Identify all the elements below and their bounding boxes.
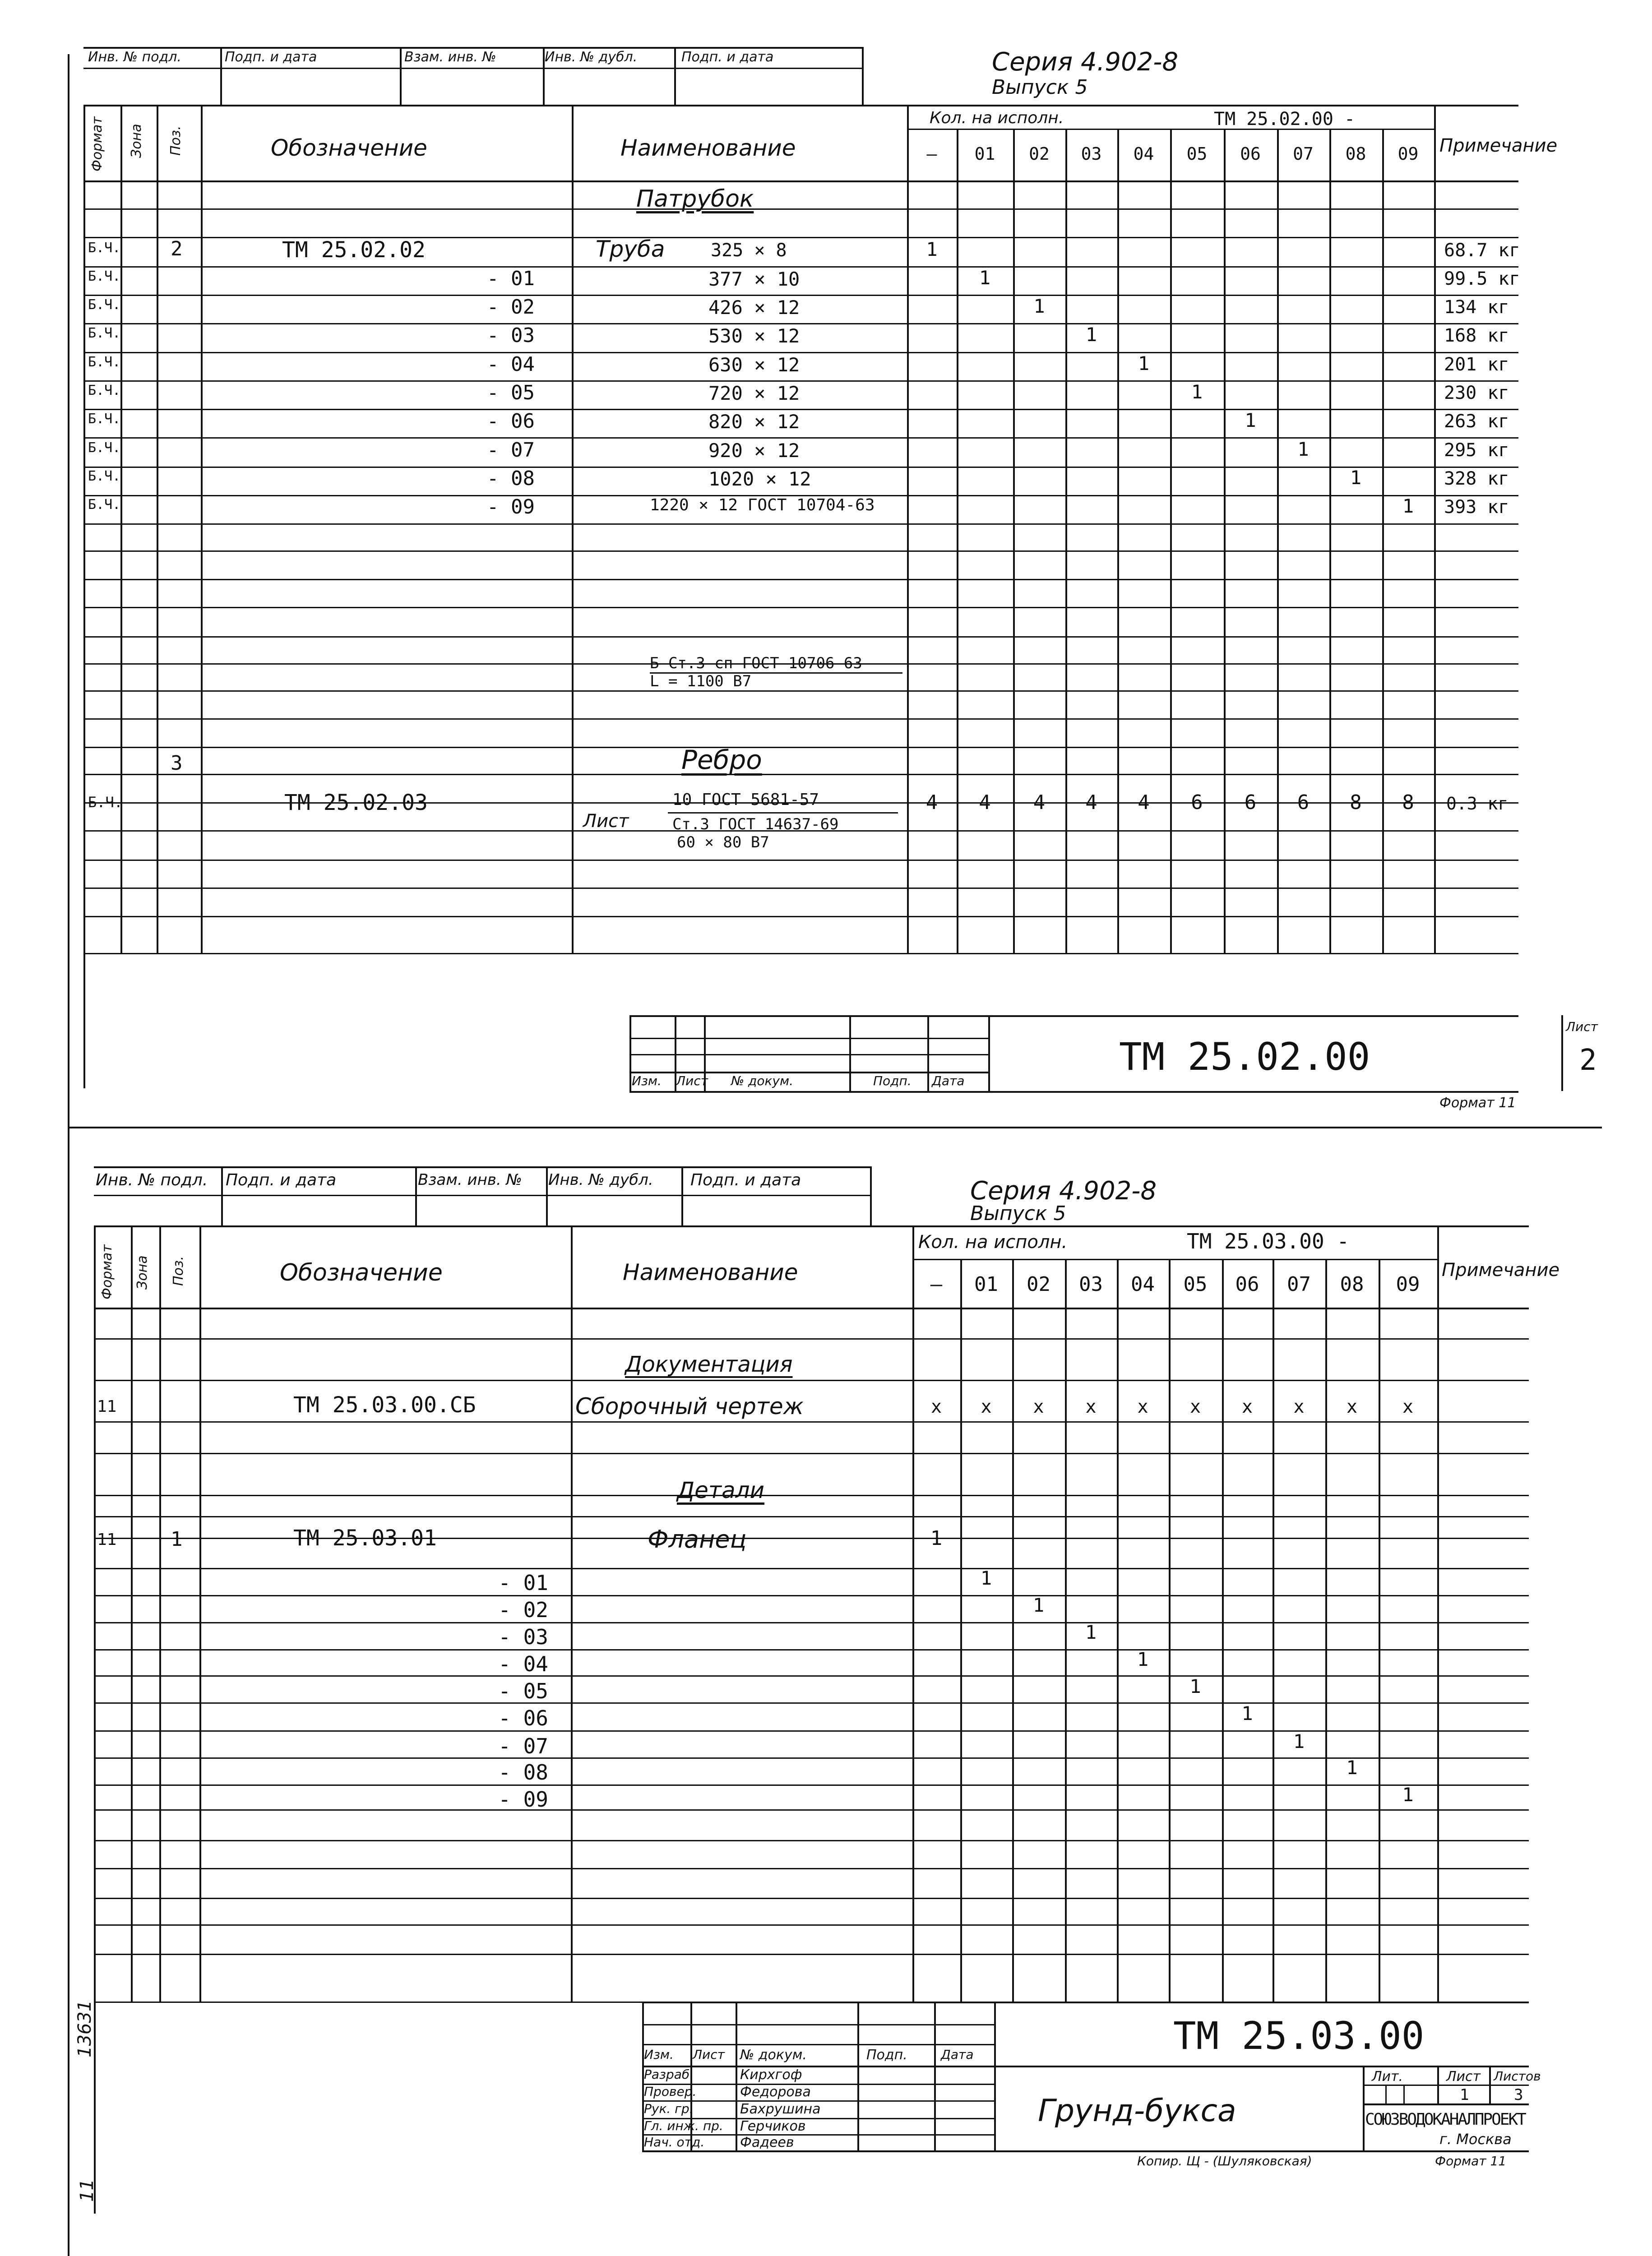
flange-variant: - 01	[498, 1571, 548, 1595]
qty-col-header: 01	[974, 1273, 998, 1296]
head2-pos: Поз.	[171, 1256, 186, 1286]
head-note: Примечание	[1439, 135, 1558, 156]
flange-name: Фланец	[648, 1525, 747, 1553]
row-line	[83, 550, 1518, 552]
row-line	[83, 352, 1518, 353]
head-qty-caption: Кол. на исполн.	[930, 109, 1064, 127]
stamp2-doc: № докум.	[740, 2047, 807, 2063]
row-name: 1020 × 12	[708, 468, 811, 490]
qty-col-header: 08	[1340, 1273, 1364, 1296]
rib-qty: 8	[1402, 791, 1414, 814]
section-documentation: Документация	[625, 1352, 793, 1377]
material-line-2: L = 1100 В7	[650, 672, 752, 690]
issue2-label: Выпуск 5	[970, 1202, 1066, 1225]
stamp-role: Разраб.	[644, 2067, 694, 2082]
qty-col-header: 05	[1183, 1273, 1208, 1296]
top-label-inv-podl: Инв. № подл.	[88, 49, 181, 65]
qty-col-header: —	[930, 1273, 943, 1296]
rib-qty: 6	[1191, 791, 1203, 814]
qty-col-header: 09	[1396, 1273, 1420, 1296]
doc-mark: x	[1085, 1396, 1097, 1417]
row-line	[83, 774, 1518, 775]
row-line	[83, 747, 1518, 748]
row-line	[94, 1784, 1529, 1786]
row-designation: - 04	[487, 353, 535, 376]
doc-mark: x	[1402, 1396, 1414, 1417]
row-designation: - 03	[487, 324, 535, 347]
row-line	[94, 1649, 1529, 1650]
stamp2-izm: Изм.	[644, 2047, 674, 2062]
qty-mark: 1	[1297, 438, 1309, 460]
row-line	[83, 409, 1518, 410]
row-line	[94, 1622, 1529, 1623]
row-line	[94, 1730, 1529, 1732]
rib-qty: 4	[925, 791, 938, 814]
head2-format: Формат	[99, 1244, 115, 1299]
qty-col-header: 09	[1397, 144, 1419, 164]
rib-line-2: Ст.3 ГОСТ 14637-69	[672, 815, 839, 833]
row-line	[94, 1809, 1529, 1811]
head2-zone: Зона	[134, 1255, 150, 1290]
stamp1-izm: Изм.	[632, 1073, 662, 1088]
head-designation: Обозначение	[271, 135, 427, 161]
row-line	[83, 208, 1518, 210]
flange-variant: - 04	[498, 1652, 548, 1676]
flange-variant: - 05	[498, 1679, 548, 1703]
qty-mark: 1	[979, 267, 991, 289]
stamp2-copy: Копир. Щ - (Шуляковская)	[1137, 2154, 1312, 2168]
qty-mark: 1	[1241, 1702, 1253, 1724]
rib-pos: 3	[171, 752, 183, 775]
qty-mark: 1	[1350, 467, 1362, 489]
head-name: Наименование	[620, 135, 796, 161]
row-line	[83, 888, 1518, 889]
row-name: 920 × 12	[708, 439, 800, 462]
row-name: 1220 × 12 ГОСТ 10704-63	[650, 496, 875, 514]
qty-mark: 1	[980, 1567, 992, 1589]
row-line	[94, 1675, 1529, 1677]
top2-label-podp-data-2: Подп. и дата	[690, 1171, 801, 1189]
rib-line-3: 60 × 80 В7	[677, 833, 769, 851]
stamp1-podp: Подп.	[873, 1073, 912, 1088]
row-name: 820 × 12	[708, 411, 800, 433]
rib-qty: 6	[1244, 791, 1257, 814]
row-name-label: Труба	[596, 236, 665, 262]
row-format: Б.Ч.	[88, 440, 121, 456]
stamp2-list: Лист	[693, 2047, 725, 2062]
row-designation: - 06	[487, 410, 535, 433]
flange-pos: 1	[171, 1528, 183, 1551]
row-line	[83, 523, 1518, 525]
qty-col-header: 02	[1029, 144, 1050, 164]
qty-col-header: —	[926, 144, 937, 164]
qty-col-header: 05	[1186, 144, 1208, 164]
rib-format: Б.Ч.	[88, 794, 123, 811]
stamp2-code: ТМ 25.03.00	[1173, 2014, 1425, 2058]
stamp1-code: ТМ 25.02.00	[1119, 1035, 1370, 1079]
section-title-patrubok: Патрубок	[636, 185, 754, 213]
head2-note: Примечание	[1442, 1260, 1560, 1281]
row-line	[83, 636, 1518, 638]
head2-qty-code: ТМ 25.03.00 -	[1187, 1229, 1350, 1253]
row-line	[94, 1954, 1529, 1955]
stamp-name: Кирхгоф	[740, 2067, 802, 2083]
row-note: 168 кг	[1444, 325, 1509, 346]
head2-designation: Обозначение	[280, 1259, 443, 1286]
head-format: Формат	[89, 116, 105, 171]
qty-col-header: 08	[1345, 144, 1366, 164]
row-name: 720 × 12	[708, 382, 800, 404]
row-line	[83, 323, 1518, 324]
row-line	[83, 718, 1518, 720]
qty-mark: 1	[1245, 409, 1256, 431]
stamp2-podp: Подп.	[866, 2047, 907, 2063]
row-designation: - 02	[487, 296, 535, 319]
row-line	[94, 1868, 1529, 1869]
row-name: 630 × 12	[708, 354, 800, 376]
row-line	[94, 1495, 1529, 1496]
qty-mark: 1	[1191, 381, 1203, 403]
stamp2-sheets-label: Листов	[1494, 2069, 1541, 2084]
qty-mark: 1	[1293, 1730, 1305, 1752]
rib-designation: ТМ 25.02.03	[284, 790, 428, 815]
row-designation: - 07	[487, 439, 535, 462]
row-line	[94, 1380, 1529, 1381]
row-format: Б.Ч.	[88, 297, 121, 313]
stamp1-list: Лист	[676, 1073, 708, 1088]
stamp1-format: Формат 11	[1439, 1095, 1516, 1111]
flange-variant: - 07	[498, 1734, 548, 1758]
stamp2-org: СОЮЗВОДОКАНАЛПРОЕКТ	[1365, 2110, 1525, 2129]
head-zone: Зона	[129, 124, 144, 158]
top2-label-inv-podl: Инв. № подл.	[96, 1171, 208, 1189]
doc-mark: x	[1346, 1396, 1358, 1417]
flange-variant: - 02	[498, 1598, 548, 1622]
qty-mark: 1	[1138, 352, 1150, 374]
issue-label: Выпуск 5	[992, 76, 1088, 99]
row-line	[83, 953, 1518, 954]
row-pos: 2	[171, 237, 183, 260]
row-line	[94, 1702, 1529, 1704]
top-label-podp-data: Подп. и дата	[225, 49, 317, 65]
rib-name-label: Лист	[583, 811, 629, 832]
rib-qty: 4	[1033, 791, 1046, 814]
top-label-inv-dubl: Инв. № дубл.	[545, 49, 638, 65]
row-name: 426 × 12	[708, 296, 800, 319]
section-details: Детали	[677, 1477, 765, 1503]
rib-qty: 4	[1138, 791, 1150, 814]
rib-qty: 6	[1297, 791, 1310, 814]
row-line	[94, 1757, 1529, 1759]
row-designation: - 08	[487, 467, 535, 490]
qty-col-header: 04	[1133, 144, 1154, 164]
stamp1-sheet-no: 2	[1579, 1044, 1597, 1077]
qty-mark: 1	[1085, 324, 1097, 346]
qty-col-header: 06	[1240, 144, 1261, 164]
qty-mark: 1	[1346, 1757, 1358, 1779]
series-label: Серия 4.902-8	[992, 47, 1179, 77]
qty-col-header: 07	[1287, 1273, 1311, 1296]
row-line	[94, 1453, 1529, 1454]
qty-mark: 1	[1137, 1648, 1149, 1670]
stamp-role: Провер.	[644, 2084, 697, 2099]
row-line	[83, 860, 1518, 861]
qty-mark: 1	[1402, 1784, 1414, 1806]
row-format: Б.Ч.	[88, 411, 121, 427]
doc-mark: x	[981, 1396, 992, 1417]
row-line	[83, 380, 1518, 382]
stamp2-lit-label: Лит.	[1372, 2069, 1403, 2085]
doc-row-name: Сборочный чертеж	[575, 1393, 804, 1419]
row-line	[94, 1840, 1529, 1841]
stamp2-sheets-no: 3	[1514, 2086, 1523, 2104]
row-name: 377 × 10	[708, 268, 800, 290]
qty-mark: 1	[1085, 1621, 1097, 1643]
flange-format: 11	[97, 1530, 117, 1549]
row-note: 393 кг	[1444, 497, 1509, 518]
stamp1-data: Дата	[932, 1073, 965, 1088]
stamp2-sheet-label: Лист	[1446, 2069, 1481, 2085]
stamp-name: Федорова	[740, 2084, 811, 2100]
row-line	[94, 1338, 1529, 1340]
side-mark: 11	[77, 2179, 97, 2202]
top-label-podp-data-2: Подп. и дата	[681, 49, 774, 65]
row-line	[94, 1421, 1529, 1423]
stamp2-format: Формат 11	[1435, 2154, 1507, 2168]
row-line	[83, 607, 1518, 608]
row-note: 295 кг	[1444, 440, 1509, 461]
row-line	[94, 1568, 1529, 1569]
series2-label: Серия 4.902-8	[970, 1176, 1157, 1206]
row-line	[94, 1898, 1529, 1899]
top2-label-inv-dubl: Инв. № дубл.	[548, 1171, 653, 1189]
stamp-name: Фадеев	[740, 2135, 794, 2150]
doc-mark: x	[1189, 1396, 1201, 1417]
stamp1-sheet-label: Лист	[1566, 1019, 1598, 1034]
row-note: 68.7 кг	[1444, 240, 1520, 261]
side-number: 13631	[74, 2000, 95, 2057]
row-note: 263 кг	[1444, 411, 1509, 432]
rib-qty: 4	[979, 791, 991, 814]
doc-mark: x	[930, 1396, 942, 1417]
flange-designation: ТМ 25.03.01	[293, 1526, 437, 1551]
row-designation: - 09	[487, 495, 535, 518]
stamp-name: Герчиков	[740, 2118, 806, 2134]
row-line	[94, 1308, 1529, 1309]
stamp-role: Рук. гр.	[644, 2101, 694, 2116]
row-name: 325 × 8	[711, 240, 787, 261]
stamp2-title: Грунд-букса	[1038, 2093, 1236, 2129]
row-designation: - 01	[487, 267, 535, 290]
doc-mark: x	[1293, 1396, 1305, 1417]
qty-col-header: 03	[1079, 1273, 1103, 1296]
qty-col-header: 07	[1293, 144, 1314, 164]
stamp-role: Нач. отд.	[644, 2135, 705, 2150]
row-format: Б.Ч.	[88, 325, 121, 341]
row-line	[83, 579, 1518, 580]
row-line	[83, 295, 1518, 296]
stamp2-data: Дата	[941, 2047, 974, 2062]
row-format: Б.Ч.	[88, 354, 121, 370]
section-title-rib: Ребро	[681, 744, 762, 775]
row-designation: - 05	[487, 381, 535, 404]
row-format: Б.Ч.	[88, 240, 121, 256]
doc-mark: x	[1137, 1396, 1148, 1417]
doc-row-format: 11	[97, 1397, 117, 1416]
doc-row-designation: ТМ 25.03.00.СБ	[293, 1392, 476, 1418]
row-format: Б.Ч.	[88, 468, 121, 484]
top-label-vzam-inv: Взам. инв. №	[404, 49, 496, 65]
row-format: Б.Ч.	[88, 268, 121, 284]
qty-mark: 1	[1402, 495, 1414, 517]
stamp2-sheet-no: 1	[1460, 2086, 1469, 2104]
stamp-role: Гл. инж. пр.	[644, 2118, 723, 2133]
head2-qty-caption: Кол. на исполн.	[918, 1232, 1068, 1253]
qty-mark: 1	[1032, 1594, 1045, 1616]
flange-qty: 1	[930, 1527, 943, 1550]
row-line	[94, 1924, 1529, 1926]
row-line	[94, 1516, 1529, 1517]
head-qty-code: ТМ 25.02.00 -	[1214, 109, 1356, 129]
doc-mark: x	[1033, 1396, 1044, 1417]
qty-col-header: 01	[974, 144, 995, 164]
row-designation: ТМ 25.02.02	[282, 237, 426, 263]
qty-col-header: 04	[1131, 1273, 1155, 1296]
row-line	[94, 1595, 1529, 1596]
row-line	[83, 690, 1518, 692]
row-line	[83, 180, 1518, 182]
qty-col-header: 03	[1081, 144, 1102, 164]
rib-qty: 8	[1350, 791, 1362, 814]
rib-qty: 4	[1085, 791, 1097, 814]
qty-col-header: 06	[1235, 1273, 1259, 1296]
head-pos: Поз.	[168, 125, 184, 156]
top2-label-podp-data: Подп. и дата	[226, 1171, 337, 1189]
row-line	[83, 266, 1518, 268]
flange-variant: - 08	[498, 1760, 548, 1784]
rib-line-1: 10 ГОСТ 5681-57	[672, 791, 819, 809]
material-line-1: Б Ст.3 сп ГОСТ 10706-63	[650, 654, 862, 672]
rib-note: 0.3 кг	[1446, 794, 1509, 814]
row-note: 201 кг	[1444, 354, 1509, 375]
row-note: 230 кг	[1444, 383, 1509, 403]
stamp-name: Бахрушина	[740, 2101, 821, 2117]
row-name: 530 × 12	[708, 325, 800, 347]
row-note: 99.5 кг	[1444, 268, 1520, 289]
qty-mark: 1	[1189, 1675, 1201, 1697]
qty-mark: 1	[926, 238, 938, 260]
flange-variant: - 09	[498, 1787, 548, 1812]
row-format: Б.Ч.	[88, 383, 121, 398]
head2-name: Наименование	[623, 1259, 798, 1285]
flange-variant: - 06	[498, 1706, 548, 1730]
qty-mark: 1	[1033, 295, 1045, 317]
stamp2-city: г. Москва	[1439, 2131, 1512, 2148]
row-note: 328 кг	[1444, 468, 1509, 489]
row-line	[83, 916, 1518, 917]
row-note: 134 кг	[1444, 297, 1509, 318]
stamp1-doc: № докум.	[731, 1073, 794, 1088]
row-format: Б.Ч.	[88, 497, 121, 513]
qty-col-header: 02	[1027, 1273, 1050, 1296]
flange-variant: - 03	[498, 1625, 548, 1649]
doc-mark: x	[1241, 1396, 1253, 1417]
top2-label-vzam-inv: Взам. инв. №	[418, 1171, 522, 1189]
